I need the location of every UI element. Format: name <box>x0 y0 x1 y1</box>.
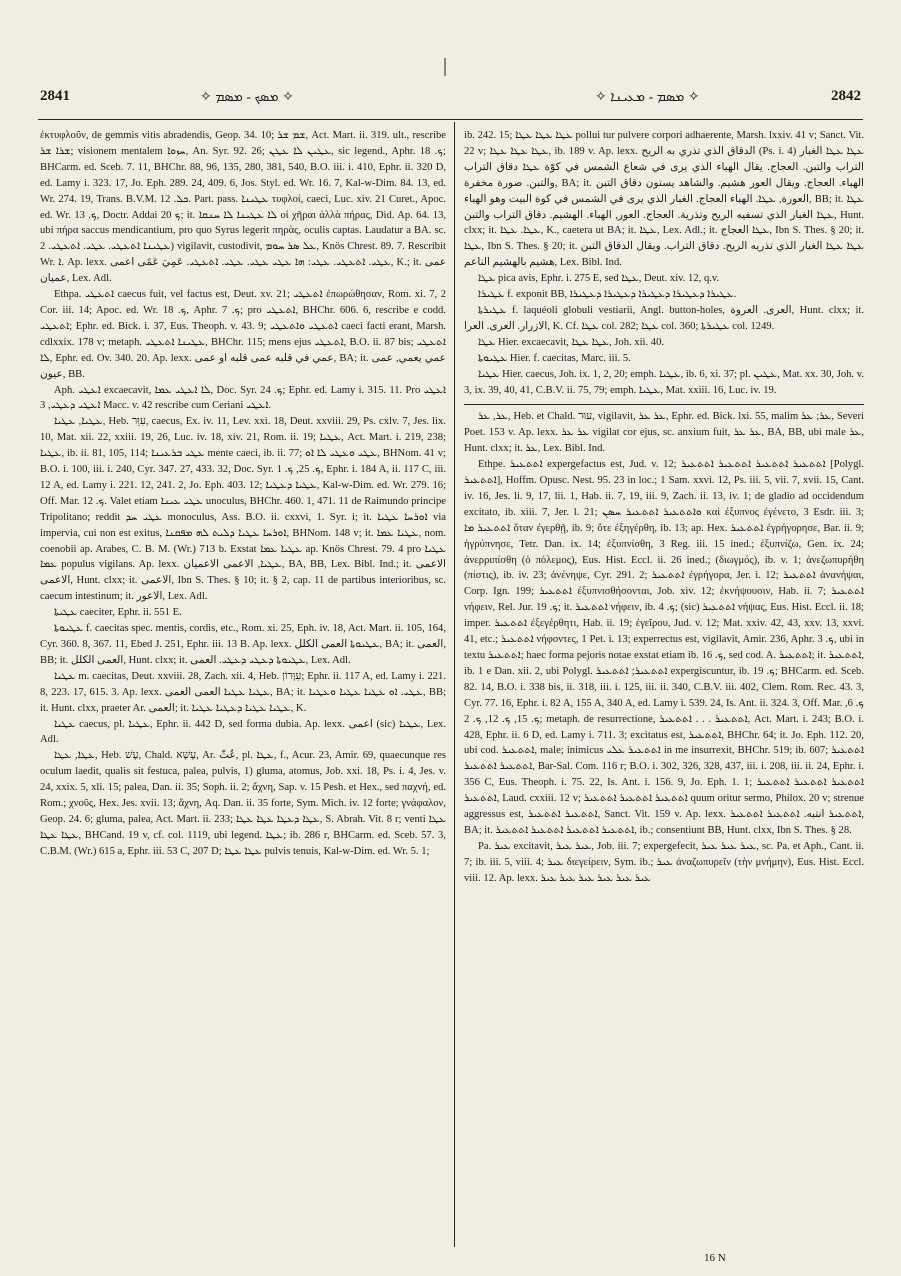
entry-paragraph: Ethpe. ܐܬܬܥܝܪ expergefactus est, Jud. v. 12; ܐܬܬܥܝܪ ܐܬܬܥܝܪ ܐܬܬܥܝܪ ܐܬܬܥܝܪ [Polygl. ܐܬܬܥܝܪ], Hoffm. Opusc. Nest. 95. 23 in loc.; 1 Sam. xxvi. 12, Ps. iii. 5, vii. 7, xvii. 15, Cant. iv. 16, Jes. li. 9, 17, lii. 1, Hab. ii. 7, 19, iii. 9, Zach. ii. 13, iv. 1; de gladio ad occidendum excitato, ib. xiii. 7, Jer. l. 21; ܘܐܬܬܥܝܪ ܐܬܬܥܝܪ ܚܣܢ καὶ ἐξυπνος ἐγένετο, 3 Esdr. iii. 3; ܐܬܬܥܝܪ ܡܐ ὅταν ἐγερθῇ, ib. 9; ὅτε ἐξηγέρθη, ib. 13; ap. Hex. ܐܬܬܥܝܪ ἐγρήγορησε, Bar. ii. 9; ἠγρύπνησε, Tetr. Dan. ix. 14; ἐξυπνίσθη, 3 Reg. iii. 15 ined.; ἐξυπνίζω, Gen. ix. 24; ἀνερριπίσθη (ὁ πόλεμος), Eus. Hist. Eccl. ii. 26 ined.; (διωγμός), ib. v. 1; ἀνεζωπυρήθη (πίστις), ib. iv. 23; ἀνένηψε, Cyr. 291. 2; ܐܬܬܥܝܪ ἐγρήγορα, Jer. i. 12; ܐܬܬܥܝܪ ἀνανήψαι, Corp. Ign. 199; ܐܬܬܥܝܪ ἐξυπνισθήσονται, Job. xiv. 12; ἐκνήψουσιν, Hab. ii. 7; ܐܬܬܥܝܪ νήφειν, Rel. Jur. ܟ. 19; it. ܐܬܬܥܝܪ νήφειν, ib. ܟ. 4; (sic) ܐܬܬܥܝܪ νήψας, Eus. Hist. Eccl. ii. 18; imper. ܐܬܬܥܝܪ ἐξεγέρθητι, Hab. ii. 19; ἐγεῖρου, Jud. v. 12; Mat. xxiv. 42, 43, xxv. 13, xxvi. 41, etc.; ܐܬܬܥܝܪ νήφοντες, 1 Pet. i. 13; experrectus est, vigilavit, Amir. 236, Aphr. ܟ. 3, ubi in textu ܐܬܬܥܝܪ; haec forma pejoris notae exstat etiam ib. ܟ. 16, sed cod. A. ܐܬܬܥܝܪ; it. ܐܬܬܥܝܪ, ib. 1 e Dan. xii. 2, ubi Polygl. ܐܬܬܥܝܪ; ܐܬܬܥܝܪ expergiscuntur, ib. ܟ. 19; BHCarm. ed. Sceb. 82. 14, B.O. i. 338 bis, ii. 318, iii. i. 125, iii. ii. 340, C.B.V. iii. 402, Clem. Rom. Rec. 43. 3, Cyr. 77. 16, Ephr. i. 82 A, 155 A, 340 A, ed. Lamy i. 539. 24, Is. Ant. ii. 324. 3, Off. Mar. ܟ. 6, ܟ. 15, ܟ. 12, ܟ. 2; metaph. de resurrectione, ܐܬܬܥܝܪ . . . ܐܬܬܥܝܪ, Act. Mart. i. 243; B.O. i. 428, Ephr. ii. 6 D, ed. Lamy i. 711. 3; excitatus est, ܐܬܬܥܝܪ, BHChr. 64; it. Jo. Eph. 112. 20, ubi cod. ܐܬܬܥܝܪ, male; inimicus ܐܬܬܥܝܪ ܥܠܝ in me insurrexit, BHChr. 519; ib. 607; ܐܬܬܥܝܪ ܐܬܬܥܝܪ ܐܬܬܥܝܪ, Bar-Sal. Com. 116 r; B.O. i. 302, 326, 328, 437, iii. i. 208, iii. ii. 24, Ephr. i. 356 C, Eus. Theoph. i. 75. 22, Is. Ant. i. 156. 9, Jo. Eph. 1. 1; ܐܬܬܥܝܪ ܐܬܬܥܝܪ ܐܬܬܥܝܪ ܐܬܬܥܝܪ, Laud. cxxiii. 12 v; ܐܬܬܥܝܪ ܐܬܬܥܝܪ ܐܬܬܥܝܪ quum oritur sermo, Philox. 20 v; strenue aggressus est, ܐܬܬܥܝܪ ܐܬܬܥܝܪ, Sanct. Vit. 159 v. Ap. lexx. ܐܬܬܥܝܪ انتبه. ܐܬܬܥܝܪ ܐܬܬܥܝܪ, BA; it. ܐܬܬܥܝܪ ܐܬܬܥܝܪ ܐܬܬܥܝܪ ܐܬܬܥܝܪ, ib.; consentiunt BB, Hunt. clxx, Ibn S. Thes. § 28. <box>464 459 864 836</box>
entry-paragraph: ܥܛܝܐ caecus, pl. ܥܛܝܐ, Ephr. ii. 442 D, sed forma dubia. Ap. lexx. اعمى (sic) ܥܛܝܐ, Lex. Adl. <box>40 718 446 746</box>
entry-paragraph: ܥܛܐ Hier. excaecavit, ܥܛܐ ܥܛܐ, Joh. xii. 40. <box>478 336 665 348</box>
left-running-head: ✧ ܡܣܟ - ܡܣܡ ✧ <box>200 90 294 105</box>
right-column-top-block <box>464 128 864 398</box>
entry-paragraph: ib. 242. 15; ܥܛܐ ܥܛܐ ܥܛܐ pollui tur pulvere corpori adhaerente, Marsh. lxxiv. 41 v; Sanct. Vit. 22 v; ܥܛܐ ܥܛܐ ܥܛܐ, ib. 189 v. Ap. lexx. الدقاق الذي تذري به الريح (Ps. i. 4) ܥܛܐ ܥܛܐ الغبار التراب والتبن. العجاج. يقال الهباء الذي يرى في شعاع الشمس في كوّة ܥܛܐ دقاق التراب والتبن. صورة مخفرة, BA; it. الهباء. العجاج. ويقال العور هشيم. والشاهد يستون دقاق التبن العورة, ܥܛܐ. الهباء العجاج. الغبار الذي يرى في الشمس في كوة البيت وهو الهباء, BB; it. ܥܛܐ ܥܛܐ الغبار الذي تسفيه الريح وتذرية. العجاج. العور, الهباء. الهشيم. دقاق التراب والتبن, Hunt. clxx; it. ܥܛܐ. ܥܛܐ, K., caetera ut BA; it. ܥܛܐ, Lex. Adl.; it. ܥܛܐ العجاج, Ibn S. Thes. § 20; it. ܥܛܐ, Ibn S. Thes. § 20; it. ܥܛܐ ܥܛܐ الغبار الذي تذريه الريح. دقاق التراب. ويقال الدقاق التبن هشيم بالهشيم الناعم, Lex. Bibl. Ind. <box>464 130 864 269</box>
entry-paragraph: Pa. ܥܝܪ excitavit, ܥܝܪ ܥܝܪ, Job. iii. 7; expergefecit, ܥܝܪ ܥܝܪ ܥܝܪ, sc. Pa. et Aph., Cant. ii. 7; ib. iii. 5, viii. 4; ܥܝܪ διεγείρειν, Sym. ib.; ܥܝܪ ἀναζωπυρεῖν (τὴν μνήμην), Eus. Hist. Eccl. viii. 12. Ap. lexx. ܥܝܪ ܥܝܪ ܥܝܪ ܥܝܪ ܥܝܪ ܥܝܪ <box>464 840 864 884</box>
entry-paragraph: ܥܛܝܐ, ܥܛܝܐ, Heb. עִוֵּר, caecus, Ex. iv. 11, Lev. xxi. 18, Deut. xxviii. 29, Ps. cxlv. 7, Jes. lix. 10, Mat. xii. 22, xxiii. 19, 26, Luc. iv. 18, xiv. 21, Rom. ii. 19; ܥܛܝܐ, Act. Mart. i. 219, 238; ܥܛܝܐ, ib. ii. 81, 105, 114; ܥܛܝ ܒܪܥܝܢܐ mente caeci, ib. ii. 77; ܥܛܝ ܘܥܛܝ ܠܐ ܐܘ, BHNom. 41 v; B.O. i. 100, iii. i. 240, Cyr. 347. 27, 433. 32, Doc. Syr. ܟ. 25, ܟ. 1, Ephr. i. 184 A, ii. 117 C, iii. 12 A, ed. Lamy i. 221. 12, 241. 2, Jo. Eph. 403. 12; ܥܛܝܐ ܕܥܛܝܐ, Kal-w-Dim. ed. Wr. 279. 16; Off. Mar. ܟ. 12. Valet etiam ܥܛܝ ܥܝܢܐ unoculus, BHChr. 460. 1, 471. 11 de Raimundo principe Tripolitano; reddit ܥܛܝ ܚܕ monoculus, Ass. B.O. ii. cxxvi, 1. Syr. i; it. ܐܘܪܚܐ ܥܛܝܐ via impervia, cui non est exitus, ܐܘܪܚܐ ܥܛܝܐ ܕܠܝܬ ܠܗ ܡܦܩܢܐ, BHNom. 148 v; it. ܥܛܝܐ ܥܡܐ, nom. coenobii ap. Arabes, C. B. M. (Wr.) 713 b. Exstat ܥܛܝܐ ܥܡܐ ap. Knös Chrest. 79. 4 pro ܥܛܝܐ ܥܡܐ populus vigilans. Ap. lexx. ܥܛܝܐ, الاعمى الاعميان, BA, BB, Lex. Bibl. Ind.; it. الاعمى الاعمى, Hunt. clxx; it. الاعمى, Ibn S. Thes. § 10; it. § 2, cap. 11 de partibus interioribus, sc. caecum intestinum; it. الاعور, Lex. Adl. <box>40 416 446 603</box>
right-running-head: ✧ ܡܣܡ - ܡܥܝܢܐ ✧ <box>595 90 700 105</box>
column-divider <box>454 122 455 1247</box>
left-page-number: 2841 <box>40 88 70 104</box>
entry-paragraph: ܥܛܝܬܐ caeciter, Ephr. ii. 551 E. <box>54 607 182 619</box>
signature-mark: 16 N <box>704 1252 726 1264</box>
right-column <box>464 128 864 1248</box>
entry-paragraph: ܥܛܐ pica avis, Ephr. i. 275 E, sed ܥܛܐ, Deut. xiv. 12, q.v. <box>478 273 720 285</box>
entry-paragraph: ܥܛܝܐ m. caecitas, Deut. xxviii. 28, Zach. xii. 4, Heb. עִוָּרוֹן; Ephr. ii. 117 A, ed. Lamy i. 221. 8, 223. 17, 615. 3. Ap. lexx. ܥܛܝܐ ܥܛܝܐ العمى العمى, BA; it. ܥܛܝ. ܐܘ ܥܛܝܐ ܥܛܝܐ ܘܥܛܝܐ, BB; it. Hunt. clxx, praeter Ar. العمى; it. ܥܛܝܐ ܥܛܝܐ ܕܥܛܝܐ ܥܛܝܐ, K. <box>40 670 446 714</box>
margin-mark <box>444 58 446 76</box>
header-rule <box>38 119 863 120</box>
entry-paragraph: ܥܛܝܘܬܐ Hier. f. caecitas, Marc. iii. 5. <box>478 352 631 364</box>
page-header <box>40 88 861 114</box>
entry-paragraph: ܥܛܝܪܬܐ f. laquéoli globuli vestiarii, Angl. button-holes, العرى. العروة, Hunt. clxx; it. الازرار. العرى. العرا, K. Cf. ܥܛܐ col. 282; ܥܛܐ col. 360; ܥܛܝܪܬܐ col. 1249. <box>464 304 864 332</box>
right-column-bottom-block <box>464 409 864 886</box>
right-page-number: 2842 <box>831 88 861 104</box>
entry-paragraph: ܥܛܝܐ Hier. caecus, Joh. ix. 1, 2, 20; emph. ܥܛܝܐ, ib. 6, xi. 37; pl. ܥܛܝܢ, Mat. xx. 30, Joh. v. 3, ix. 39, 40, 41, C.B.V. ii. 75, 79; emph. ܥܛܝܐ, Mat. xxiii. 16, Luc. iv. 19. <box>464 368 864 396</box>
section-separator <box>464 404 864 405</box>
entry-paragraph: Aph. ܐܥܛܝ excaecavit, ܠܐ ܐܥܛܝ ܥܡܐ, Doc. Syr. ܟ. 24; Ephr. ed. Lamy i. 315. 11. Pro ܐܥܛܝ ܐܥܛܝ ܕܥܛܝ, 3 Macc. v. 42 rescribe cum Ceriani ܐܥܛܝ. <box>40 384 446 412</box>
entry-paragraph: ܥܛܝܘܬܐ f. caecitas spec. mentis, cordis, etc., Rom. xi. 25, Eph. iv. 18, Act. Mart. ii. 105, 164, Cyr. 360. 8, 367. 11, Ebed J. 251, Ephr. iii. 13 B. Ap. lexx. ܥܛܝܘܬܐ العمى الكلل, BA; it. العمى, BB; it. العمى الكلل, Hunt. clxx; it. ܥܛܝܘܬܐ ܕܥܛܝ ܕܥܛܝ. العمى, Lex. Adl. <box>40 623 446 666</box>
entry-paragraph: ܥܪ, ܥܪ, Heb. et Chald. עוּר, vigilavit, ܥܪ ܥܪ, Ephr. ed. Bick. lxi. 55, malim ܥܪ; ܥܪ, Severi Poet. 153 v. Ap. lexx. ܥܪ ܥܪ vigilat cor ejus, sc. anxium fuit, ܥܪ ܥܪ, BA, BB, ubi male ܥܪ, Hunt. clxx; it. ܥܪ, Lex. Bibl. Ind. <box>464 411 864 455</box>
entry-paragraph: ܥܛܐ, ܥܛܐ, Heb. עָשׁ, Chald. עָשָׁא, Ar. عُثّ, pl. ܥܛܐ, f., Acur. 23, Amir. 69, quaecunque res oculum laedit, qualis sit festuca, palea, pulvis, 1) gluma, atomus, Job. xxi. 18, Ps. i. 4, Jes. v. 24, xxix. 5, xli. 15; palea, Dan. ii. 35; Soph. ii. 2; ἄχνη, Sap. v. 15 Pesh. et Hex., sed παχνή, ed. Rom.; χνοῦς, Hex. Jes. xvii. 13; ἄχνη, Aq. Dan. ii. 35 forte, Sym. Mich. iv. 12 forte; γνάφαλον, Geop. 24. 6; gluma, palea, Act. Mart. ii. 233; ܥܛܐ ܕܥܛܐ ܥܛܐ ܥܛܐ, S. Abrah. Vit. 8 r; venti ܥܛܐ ܥܛܐ ܥܛܐ, BHCand. 19 v, cf. col. 1119, ubi legend. ܥܛܐ; ib. 286 r, BHCarm. ed. Sceb. 57. 3, C.B.M. (Wr.) 615 a, Ephr. iii. 53 C, 207 D; ܥܛܐ ܥܛܐ pulvis tenuis, Kal-w-Dim. ed. Wr. 5. 1; <box>40 750 446 857</box>
entry-paragraph: Ethpa. ܐܬܥܛܝ caecus fuit, vel factus est, Deut. xv. 21; ܐܬܥܛܝ ἐπωρώθησαν, Rom. xi. 7, 2 Cor. iii. 14; Apoc. ed. Wr. ܟ. 18, Aphr. ܟ. 7; pro ܐܬܥܛܝ, BHChr. 606. 6, rescribe e codd. ܐܬܥܛܝ; Ephr. ed. Bick. i. 37, Eus. Theoph. v. 43. 9; ܐܬܥܛܝ ܘܐܬܥܛܝ caeci facti erant, Marsh. cdlxxix. 178 v; metaph. ܥܛܝܢܐ ܐܬܥܛܝ, BHChr. 115; mens ejus ܐܬܥܛܝ, B.O. ii. 87 bis; ܐܬܥܛܝ ܠܐ, Ephr. ed. Ov. 340. 20. Ap. lexx. عمي في قلبه عمى قلبه او عمى, BA; it. عمي يعمي, عمى عيون, BB. <box>40 289 446 380</box>
entry-paragraph: ἐκτυφλοῦν, de gemmis vitis abradendis, Geop. 34. 10; ܫܡ ܫܪ, Act. Mart. ii. 319. ult., rescribe ܫܪܐ ܫܪ; visionem mentalem ܚܙܘܐ, An. Syr. 92. 26; ܥܛܝܢ ܠܐ ܥܛܢ, sic legend., Aphr. ܟ. 18; BHCarm. ed. Sceb. 7. 11, BHChr. 88, 96, 135, 280, 381, 540, B.O. iii. i. 410, Ephr. ii. 320 D, ed. Lamy i. 323. 17, Jo. Eph. 289. 24, 409. 6, Jos. Styl. ed. Wr. 16. 7, Kal-w-Dim. 84. 13, ed. Wr. 274. 19, Trans. B.V.M. ܟܠ. 12. Part. pass. ܥܛܝܢܐ τυφλοί, caeci, Luc. xiv. 21 Curet., Apoc. ed. Wr. ܟ. 13, Doctr. Addai ܟ 20; it. ܠܐ ܥܛܝܢܐ ܠܐ ܚܢܩܐ οἱ χῆραι ἀλλὰ πήρας, Did. Ap. 64. 13, ubi πήρα saccus mendicantium, pro quo Syrus legerit πηρὰς, oculis captas. Laudatur a BA. sc. ܥܛܝܢܐ ܐܬܥܛܝ. ܥܛܝ. ܐܬܥܛܝ. 2) vigilavit, custodivit, ܥܠ ܣܪ ܚܘܡ, Knös Chrest. 89. 7. Rescribit Wr. ܐ. Ap. lexx. ܥܛܝ. ܐܬܥܛܝ. ܥܛܝ: ܗܐ ܥܛܝ ܥܛܝ. ܥܛܝ. ܐܬܥܛܝ. عَمِيَ عَمًى اعمى, K.; it. عمى عميان, Lex. Adl. <box>40 130 446 285</box>
left-column <box>40 128 446 1248</box>
entry-paragraph: ܥܛܝܪܐ f. exponit BB, ܥܛܝܪܐ ܕܥܛܝܪܐ ܕܥܛܝܪܐ ܕܥܛܝܪܐ ܕܥܛܝܪܐ. <box>478 289 737 301</box>
